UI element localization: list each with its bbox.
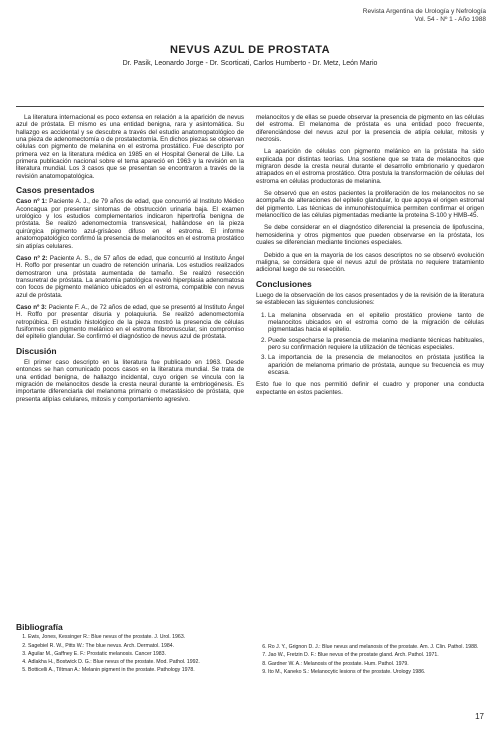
bibliography-heading: Bibliografía [16, 622, 63, 632]
case-1 [16, 198, 244, 249]
intro-paragraph: La literatura internacional es poco extensa en relación a la aparición de nevus azul de próstata. El mismo es una entidad benigna, rara y asintomática. Su hallazgo es accidental y se descubre a través del estudio anatomopatológico de una pieza de adenomectomía o de prostatectomía. En dichos piezas se observan células con pigmento de melanina en el estroma prostático. Fue descripto por primera vez en la literatura médica en 1985 en el Hospital General de Lille. La primera publicación nacional sobre el tema apareció en 1963 y la revisión en la literatura mundial. Los 3 casos que se presentan se encontraron a través de la revisión anatomopatológica. [16, 114, 244, 180]
case-2 [16, 255, 244, 299]
journal-header [316, 8, 486, 24]
case-1-label: Caso nº 1: [16, 198, 48, 206]
left-column [16, 114, 244, 408]
bibliography-item: 1. Ewis, Jones, Kessinger R.: Blue nevus of the prostate. J. Urol. 1963. [28, 634, 244, 640]
bibliography-list-left [16, 634, 244, 673]
right-paragraph-3: Se observó que en estos pacientes la proliferación de los melanocitos no se acompaña de alteraciones del epitelio glandular, lo que apoya el origen estromal del pigmento. Las técnicas de inmunohistoquímica permiten confirmar el origen melanocítico de las células pigmentadas mediante la proteína S-100 y HMB-45. [256, 190, 484, 220]
bibliography-item: 7. Jao W., Fretzin D. F.: Blue nevus of the prostate gland. Arch. Pathol. 1971. [268, 652, 484, 658]
right-paragraph-4: Se debe considerar en el diagnóstico diferencial la presencia de lipofuscina, hemosiderina y otros pigmentos que pueden observarse en la próstata, los cuales se diferencian mediante tinciones especiales. [256, 224, 484, 247]
bibliography-item: 6. Ro J. Y., Grignon D. J.: Blue nevus and melanosis of the prostate. Am. J. Clin. Pathol. 1988. [268, 644, 484, 650]
article-authors: Dr. Pasik, Leonardo Jorge - Dr. Scorticati, Carlos Humberto - Dr. Metz, León Mario [122, 60, 378, 67]
journal-volume: Vol. 54 - Nº 1 - Año 1988 [414, 16, 486, 23]
conclusion-item: 2. Puede sospecharse la presencia de melanina mediante técnicas habituales, pero su confirmación requiere la utilización de técnicas especiales. [268, 337, 484, 352]
bibliography-item: 8. Gardner W. A.: Melanosis of the prostate. Hum. Pathol. 1979. [268, 661, 484, 667]
top-divider [16, 106, 484, 107]
discussion-paragraph: El primer caso descripto en la literatura fue publicado en 1963. Desde entonces se han comunicado pocos casos en la literatura mundial. Se trata de una entidad benigna, de hallazgo incidental, cuyo origen se vincula con la migración de melanocitos desde la cresta neural durante la embriogénesis. Es importante diferenciarla del melanoma primario o metastásico de próstata, que presenta atipías celulares, mitosis y comportamiento agresivo. [16, 358, 244, 403]
case-3-label: Caso nº 3: [16, 303, 47, 311]
article-title: NEVUS AZUL DE PROSTATA [169, 44, 331, 56]
case-1-text: Paciente A. J., de 79 años de edad, que concurrió al Instituto Médico Aconcagua por presentar síntomas de obstrucción urinaria baja. El examen urológico y los estudios complementarios indicaron hipertrofia benigna de próstata. Se realizó adenomectomía transvesical, hallándose en la pieza quirúrgica pigmento azul-grisáceo difuso en el estroma. El informe anatomopatológico confirmó la presencia de melanocitos en el estroma prostático sin atipías celulares. [16, 198, 245, 250]
page-number: 17 [475, 712, 484, 721]
bibliography-item: 3. Aguilar M., Gaffney E. F.: Prostatic melanosis. Cancer 1983. [28, 651, 244, 657]
bibliography-item: 2. Sagebiel R. W., Pitts W.: The blue nevus. Arch. Dermatol. 1984. [28, 643, 244, 649]
bibliography-item: 9. Ito M., Kaneko S.: Melanocytic lesions of the prostate. Urology 1986. [268, 669, 484, 675]
case-2-label: Caso nº 2: [16, 254, 48, 262]
case-2-text: Paciente A. S., de 57 años de edad, que concurrió al Instituto Ángel H. Roffo por presentar un cuadro de retención urinaria. Los estudios realizados demostraron una próstata aumentada de tamaño. Se realizó resección transuretral de próstata. La anatomía patológica reveló hiperplasia adenomatosa con focos de pigmento melánico ubicados en el estroma, compatible con nevus azul de próstata. [16, 254, 245, 299]
case-3 [16, 304, 244, 341]
closing-paragraph: Esto fue lo que nos permitió definir el cuadro y proponer una conducta expectante en estos pacientes. [256, 381, 484, 396]
right-paragraph-5: Debido a que en la mayoría de los casos descriptos no se observó evolución maligna, se considera que el nevus azul de próstata no requiere tratamiento adicional luego de su resección. [256, 251, 484, 274]
bibliography-item: 4. Adlakha H., Bostwick D. G.: Blue nevus of the prostate. Mod. Pathol. 1992. [28, 659, 244, 665]
conclusions-list [256, 312, 484, 377]
cases-heading: Casos presentados [16, 185, 95, 196]
conclusions-heading: Conclusiones [256, 278, 312, 289]
right-column [256, 114, 484, 401]
discussion-heading: Discusión [16, 345, 57, 356]
conclusion-item: 1. La melanina observada en el epitelio prostático proviene tanto de melanocitos ubicados en el estroma como de la migración de células pigmentadas hacia el epitelio. [268, 312, 484, 334]
conclusions-intro: Luego de la observación de los casos presentados y de la revisión de la literatura se establecen las siguientes conclusiones: [256, 291, 484, 307]
bibliography-right [256, 644, 484, 677]
right-paragraph-1: melanocitos y de ellas se puede observar la presencia de pigmento en las células del estroma. El melanoma de próstata es una entidad poco frecuente, diferenciándose del nevus azul por la presencia de atipía celular, mitosis y necrosis. [256, 114, 484, 144]
right-paragraph-2: La aparición de células con pigmento melánico en la próstata ha sido explicada por distintas teorías. Una sostiene que se trata de melanocitos que migraron desde la cresta neural durante el desarrollo embrionario y quedaron atrapados en el estroma prostático. Otra postula la transformación de células del estroma en células productoras de melanina. [256, 148, 484, 185]
case-3-text: Paciente F. A., de 72 años de edad, que se presentó al Instituto Ángel H. Roffo por presentar disuria y polaquiuria. Se realizó adenomectomía retropúbica. El estudio histológico de la pieza mostró la presencia de células fusiformes con pigmento melánico en el estroma fibromuscular, sin compromiso del epitelio glandular. Se confirmó el diagnóstico de nevus azul de próstata. [16, 303, 244, 341]
journal-name: Revista Argentina de Urología y Nefrología [362, 8, 486, 15]
bibliography-left [16, 624, 244, 676]
conclusion-item: 3. La importancia de la presencia de melanocitos en próstata justifica la aparición de melanoma primario de próstata, aunque su frecuencia es muy escasa. [268, 354, 484, 376]
bibliography-item: 5. Botticelli A., Tiltman A.: Melanin pigment in the prostate. Pathology 1978. [28, 667, 244, 673]
bibliography-list-right [256, 644, 484, 675]
